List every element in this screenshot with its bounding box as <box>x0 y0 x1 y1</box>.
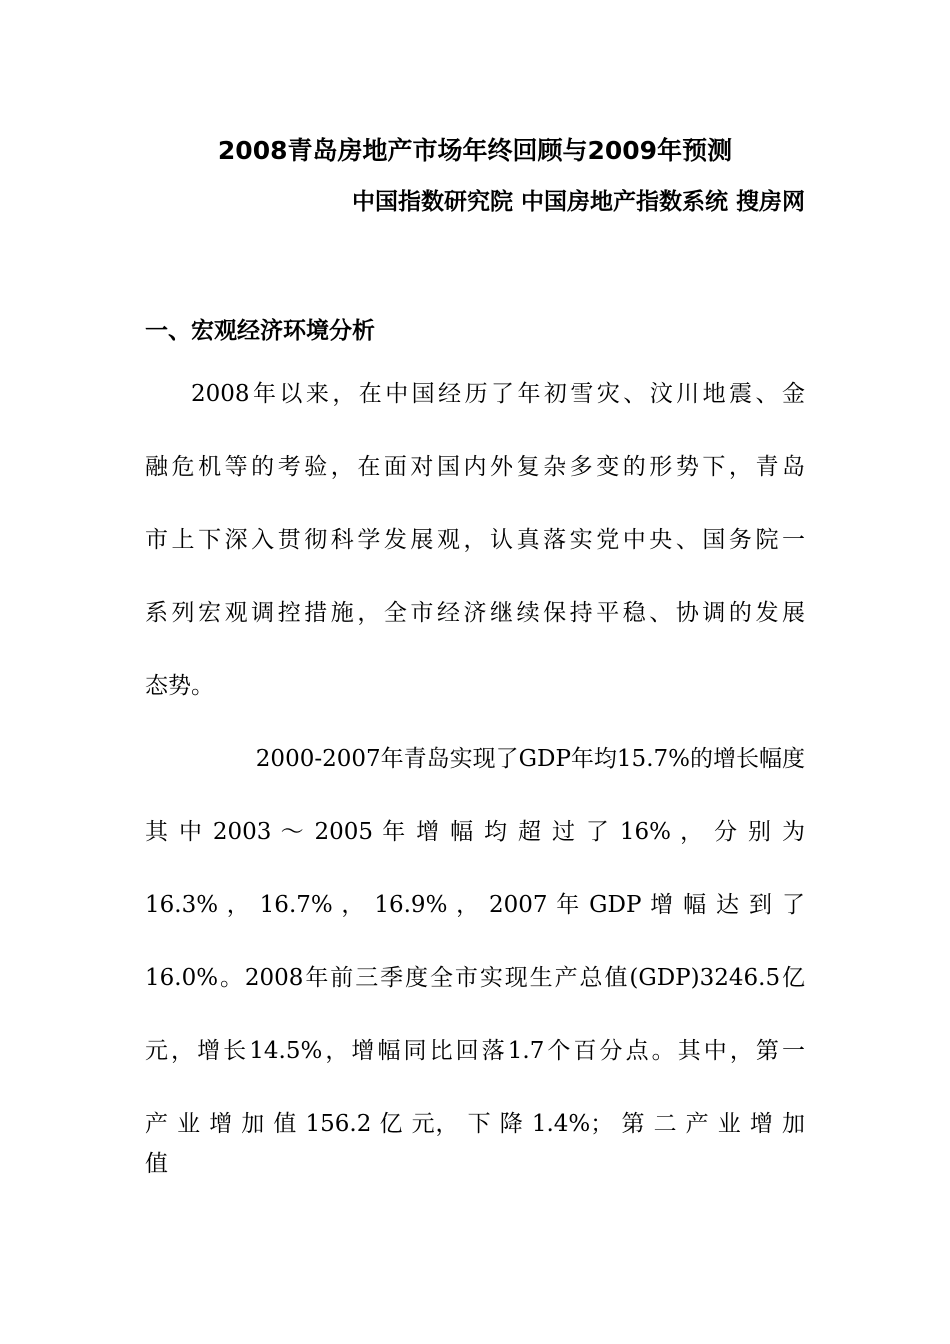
paragraph-line: 融危机等的考验，在面对国内外复杂多变的形势下，青岛 <box>145 454 805 480</box>
paragraph-line: 其 中 2003 ～ 2005 年 增 幅 均 超 过 了 16% ， 分 别 为 <box>145 819 805 845</box>
paragraph-line: 市上下深入贯彻科学发展观，认真落实党中央、国务院一 <box>145 527 805 553</box>
paragraph-line: 16.0%。2008年前三季度全市实现生产总值(GDP)3246.5亿 <box>145 965 805 991</box>
document-title: 2008青岛房地产市场年终回顾与2009年预测 <box>217 136 733 165</box>
paragraph-line: 2008年以来，在中国经历了年初雪灾、汶川地震、金 <box>191 381 805 407</box>
paragraph-line: 产 业 增 加 值 156.2 亿 元， 下 降 1.4%； 第 二 产 业 增 加 值 <box>145 1111 805 1177</box>
paragraph-line: 态势。 <box>145 673 214 699</box>
paragraph-line: 元，增长14.5%，增幅同比回落1.7个百分点。其中，第一 <box>145 1038 805 1064</box>
paragraph-line: 系列宏观调控措施，全市经济继续保持平稳、协调的发展 <box>145 600 805 626</box>
document-source: 中国指数研究院 中国房地产指数系统 搜房网 <box>351 189 805 215</box>
paragraph-line: 16.3% ， 16.7% ， 16.9% ， 2007 年 GDP 增 幅 达 到 了 <box>145 892 805 918</box>
section-heading: 一、宏观经济环境分析 <box>145 318 375 344</box>
paragraph-line: 2000-2007年青岛实现了GDP年均15.7%的增长幅度 <box>255 746 805 772</box>
